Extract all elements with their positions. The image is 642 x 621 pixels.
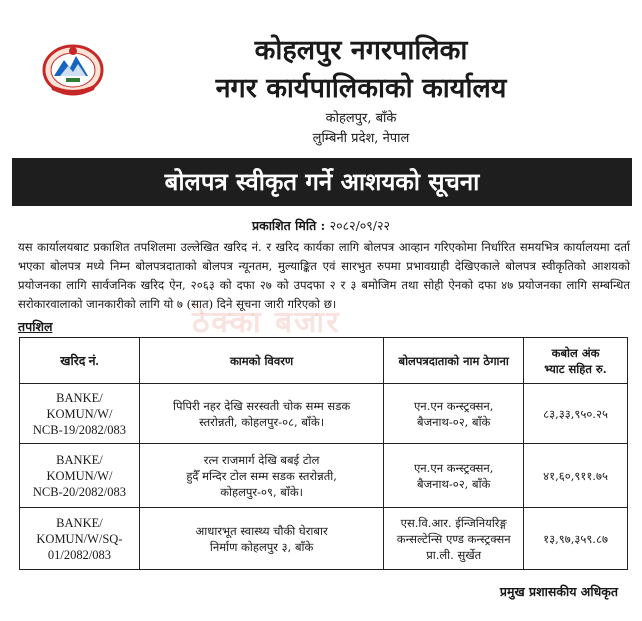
bidder-cell: एस.वि.आर. ईन्जिनियरिङ्ग कन्सल्टेन्सि एण्ड कन्स्ट्रक्सन प्रा.ली. सुर्खेत <box>384 508 524 570</box>
address-line-2: लुम्बिनी प्रदेश, नेपाल <box>312 131 410 146</box>
schedule-table <box>19 337 628 570</box>
description-cell: रत्न राजमार्ग देखि बबई टोल हुदैँ मन्दिर टोल सम्म सडक स्तरोन्नती, कोहलपुर-०९, बाँके। <box>139 444 383 508</box>
procurement-no-cell: BANKE/ KOMUN/W/SQ- 01/2082/083 <box>20 508 140 570</box>
table-row <box>20 384 628 444</box>
description-cell: आधारभूत स्वास्थ्य चौकी घेराबार निर्माण कोहलपुर ३, बाँके <box>139 508 383 570</box>
amount-cell: ४१,६०,९११.७५ <box>524 444 628 508</box>
signature-designation: प्रमुख प्रशासकीय अधिकृत <box>499 584 618 599</box>
bidder-cell: एन.एन कन्स्ट्रक्सन, बैजनाथ-०२, बाँके <box>384 384 524 444</box>
bidder-cell: एन.एन कन्स्ट्रक्सन, बैजनाथ-०२, बाँके <box>384 444 524 508</box>
table-header-row <box>20 338 628 384</box>
header-description: कामको विवरण <box>139 338 383 384</box>
procurement-no-cell: BANKE/ KOMUN/W/ NCB-20/2082/083 <box>20 444 140 508</box>
watermark-text: ठेक्का बजार <box>192 305 341 340</box>
notice-title-banner: बोलपत्र स्वीकृत गर्ने आशयको सूचना <box>12 158 632 206</box>
notice-body-paragraph: यस कार्यालयबाट प्रकाशित तपशिलमा उल्लेखित खरिद नं. र खरिद कार्यका लागि बोलपत्र आव्हान गरिएकोमा निर्धारित समयभित्र कार्यालयमा दर्ता भएका बोलपत्र मध्ये निम्न बोलपत्रदाताको बोलपत्र न्यूनतम, मुल्याङ्कित एवं सारभुत रुपमा प्रभावग्राही देखिएकाले बोलपत्र स्वीकृतिको आशयको प्रयोजनका लागि सार्वजनिक खरिद ऐन, २०६३ को दफा २७ को उपदफा २ र ३ बमोजिम तथा सोही ऐनको दफा ४७ प्रयोजनका लागि सम्बन्धित सरोकारवालाको जानकारीको लागि यो ७ (सात) दिने सूचना जारी गरिएको छ। <box>18 240 630 311</box>
office-name: नगर कार्यपालिकाको कार्यालय <box>215 73 507 104</box>
address-line-1: कोहलपुर, बाँके <box>325 111 397 126</box>
table-row <box>20 508 628 570</box>
header-amount: कबोल अंक भ्याट सहित रु. <box>524 338 628 384</box>
header-procurement-no: खरिद नं. <box>20 338 140 384</box>
amount-cell: ८३,३३,९५०.२५ <box>524 384 628 444</box>
schedule-label: तपशिल <box>18 319 53 334</box>
published-date <box>0 217 642 234</box>
procurement-no-cell: BANKE/ KOMUN/W/ NCB-19/2082/083 <box>20 384 140 444</box>
table-row <box>20 444 628 508</box>
amount-cell: १३,९७,३५९.८७ <box>524 508 628 570</box>
description-cell: पिपिरी नहर देखि सरस्वती चोक सम्म सडक स्तरोन्नती, कोहलपुर-०८, बाँके। <box>139 384 383 444</box>
published-date-value: २०८२/०९/२२ <box>329 218 390 233</box>
published-date-label: प्रकाशित मिति : <box>251 218 326 233</box>
header-bidder: बोलपत्रदाताको नाम ठेगाना <box>384 338 524 384</box>
municipality-name: कोहलपुर नगरपालिका <box>254 35 468 66</box>
